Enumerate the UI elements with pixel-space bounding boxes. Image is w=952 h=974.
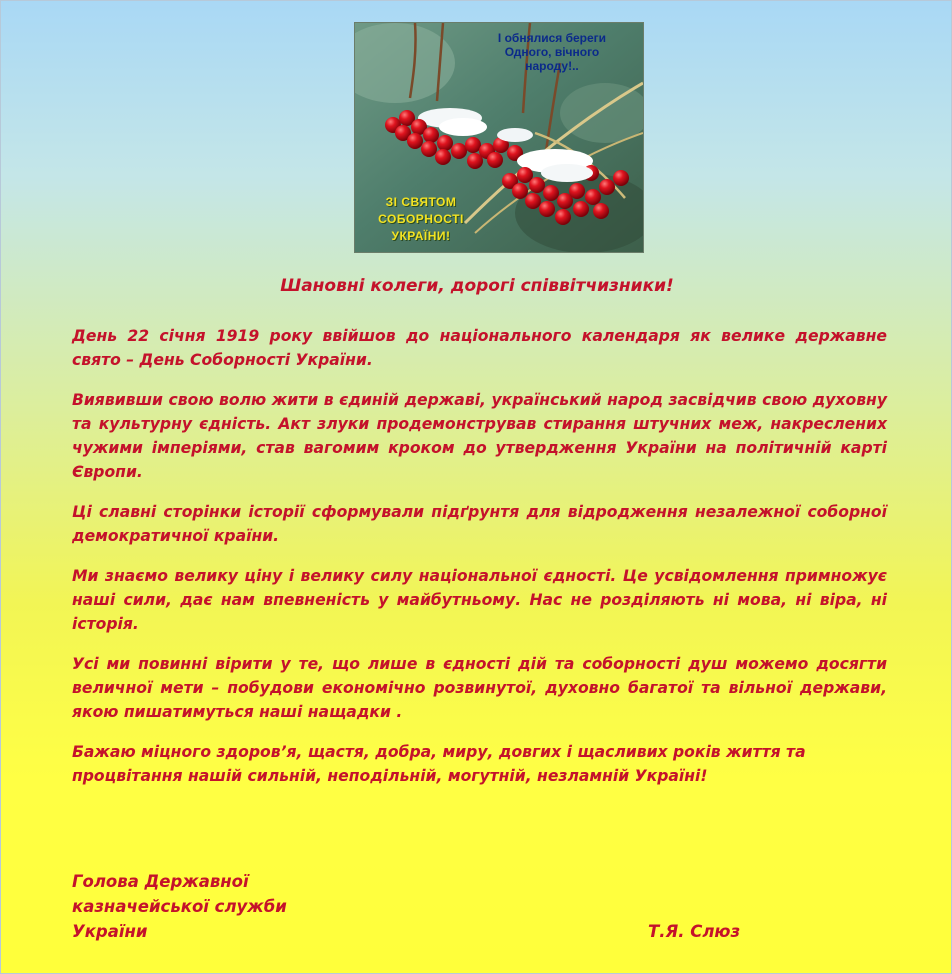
image-caption [462,31,642,73]
image-greeting-line: ЗІ СВЯТОМ [385,195,457,209]
image-caption-line: І обнялися береги [497,31,607,45]
letter-paragraph: Ми знаємо велику ціну і велику силу національної єдності. Це усвідомлення примножує наші сили, дає нам впевненість у майбутньому. Нас не розділяють ні мова, ні віра, ні історія. [72,567,887,633]
letter-paragraph: Усі ми повинні вірити у те, що лише в єдності дій та соборності душ можемо досягти величної мети – побудови економічно розвинутої, духовно багатої та вільної держави, якою пишатимуться наші нащадки . [72,655,887,721]
image-caption-line: Одного, вічного [504,45,600,59]
image-greeting [361,194,481,245]
signature-title [72,869,287,944]
signature-line: Голова Державної [72,872,249,891]
letter-paragraph: Виявивши свою волю жити в єдиній державі, український народ засвідчив свою духовну та культурну єдність. Акт злуки продемонстрував стирання штучних меж, накреслених чужими імперіями, став вагомим кроком до утвердження України на політичній карті Європи. [72,391,887,481]
letter-body [72,324,887,804]
image-greeting-line: СОБОРНОСТІ [378,212,464,226]
signature-line: України [72,922,148,941]
letter-paragraph: День 22 січня 1919 року ввійшов до національного календаря як велике державне свято – День Соборності України. [72,327,887,369]
signature-line: казначейської служби [72,897,287,916]
image-caption-line: народу!.. [525,59,579,73]
letter-salutation: Шановні колеги, дорогі співвітчизники! [280,276,674,296]
letter-paragraph: Ці славні сторінки історії сформували підґрунтя для відродження незалежної соборної демократичної країни. [72,503,887,545]
viburnum-greeting-image [354,22,644,253]
signer-name: Т.Я. Слюз [648,922,741,941]
letter-paragraph: Бажаю міцного здоров’я, щастя, добра, миру, довгих і щасливих років життя та процвітання нашій сильній, неподільній, могутній, незламній Україні! [72,743,806,785]
image-greeting-line: УКРАЇНИ! [391,229,451,243]
